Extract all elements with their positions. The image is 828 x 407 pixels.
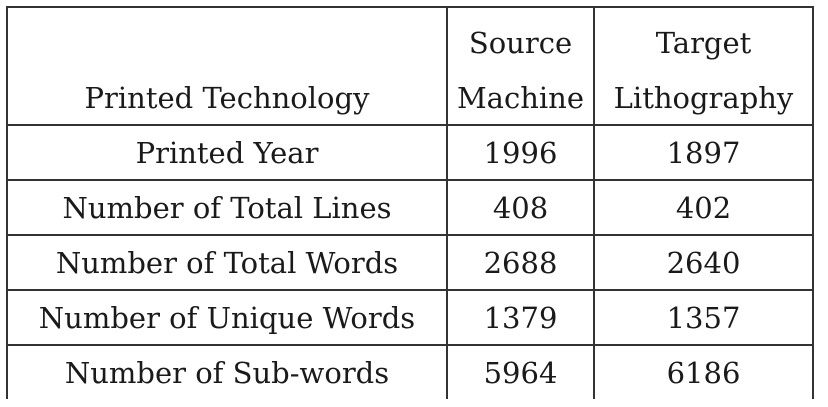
header-source — [447, 7, 594, 72]
comparison-table-container — [6, 6, 812, 399]
table-row — [7, 72, 813, 125]
row-label-text: Number of Sub-words — [64, 355, 390, 390]
header-source-label: Source — [468, 26, 573, 60]
header-target — [594, 7, 813, 72]
row-label-text: Number of Unique Words — [38, 300, 416, 335]
source-value-text: Machine — [456, 81, 585, 115]
target-value — [594, 125, 813, 180]
table-row — [7, 180, 813, 235]
source-value-text: 1996 — [483, 135, 558, 170]
target-value-text: 2640 — [666, 245, 741, 280]
source-value — [447, 235, 594, 290]
comparison-table — [6, 6, 814, 399]
row-label-text: Number of Total Lines — [62, 190, 392, 225]
source-value — [447, 125, 594, 180]
target-value — [594, 345, 813, 399]
target-value-text: 1897 — [666, 135, 741, 170]
source-value — [447, 72, 594, 125]
target-value — [594, 72, 813, 125]
row-label-text: Printed Technology — [84, 81, 370, 115]
target-value-text: 1357 — [666, 300, 741, 335]
source-value — [447, 290, 594, 345]
row-label — [7, 125, 447, 180]
table-row — [7, 290, 813, 345]
row-label — [7, 235, 447, 290]
row-label — [7, 72, 447, 125]
target-value-text: 402 — [675, 190, 732, 225]
header-empty-cell — [7, 7, 447, 72]
table-row — [7, 345, 813, 399]
target-value — [594, 290, 813, 345]
table-row — [7, 125, 813, 180]
row-label — [7, 345, 447, 399]
source-value-text: 5964 — [483, 355, 558, 390]
source-value-text: 1379 — [483, 300, 558, 335]
row-label — [7, 180, 447, 235]
row-label — [7, 290, 447, 345]
source-value-text: 408 — [492, 190, 549, 225]
row-label-text: Number of Total Words — [55, 245, 399, 280]
target-value-text: 6186 — [666, 355, 741, 390]
target-value-text: Lithography — [613, 81, 794, 115]
table-row — [7, 235, 813, 290]
header-target-label: Target — [655, 26, 752, 60]
target-value — [594, 180, 813, 235]
table-header-row — [7, 7, 813, 72]
row-label-text: Printed Year — [135, 135, 319, 170]
source-value-text: 2688 — [483, 245, 558, 280]
source-value — [447, 180, 594, 235]
source-value — [447, 345, 594, 399]
target-value — [594, 235, 813, 290]
